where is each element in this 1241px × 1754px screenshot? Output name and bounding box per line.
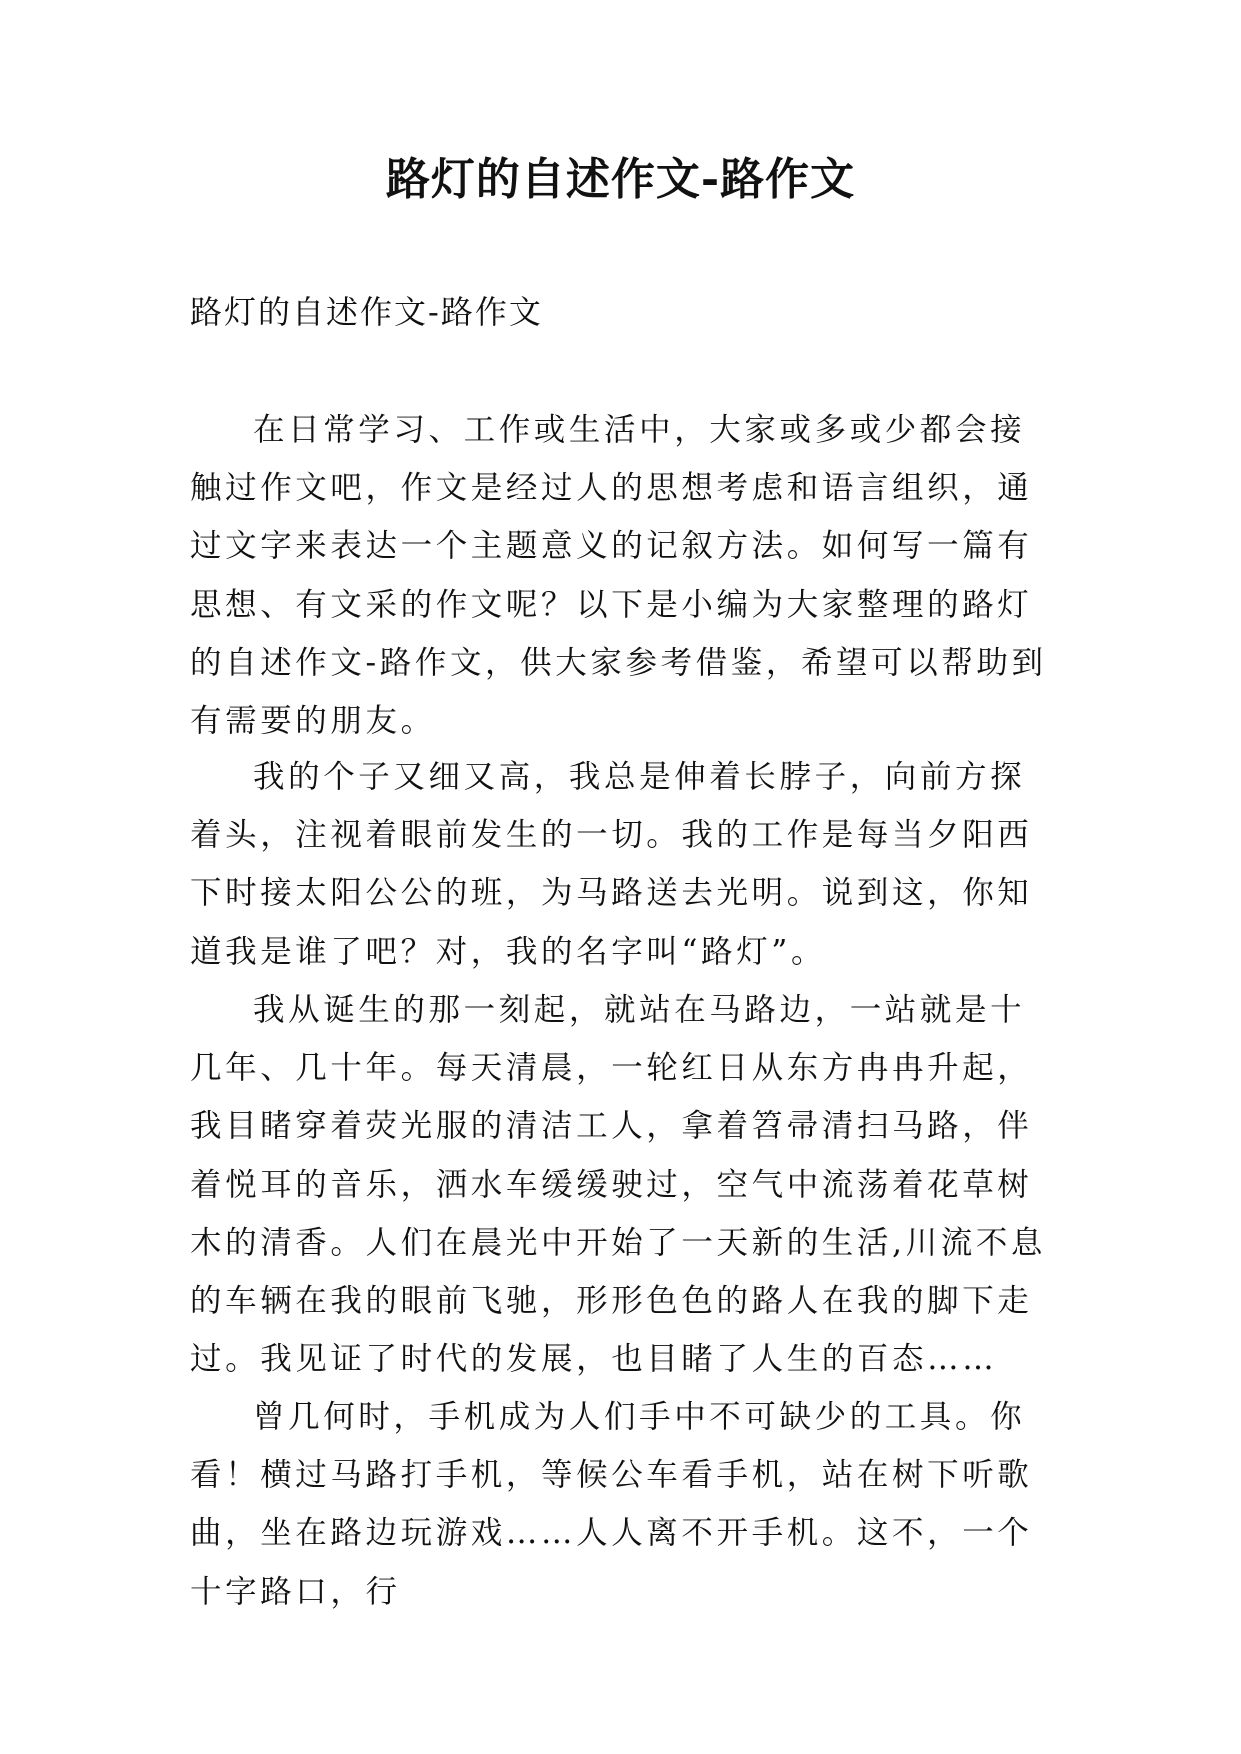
document-title: 路灯的自述作文-路作文	[385, 154, 856, 205]
paragraph-1: 我的个子又细又高，我总是伸着长脖子，向前方探着头，注视着眼前发生的一切。我的工作是每当夕阳西下时接太阳公公的班，为马路送去光明。说到这，你知道我是谁了吧？对，我的名字叫“路灯”。	[190, 759, 1033, 970]
paragraph-2: 我从诞生的那一刻起，就站在马路边，一站就是十几年、几十年。每天清晨，一轮红日从东方冉冉升起，我目睹穿着荧光服的清洁工人，拿着笤帚清扫马路，伴着悦耳的音乐，洒水车缓缓驶过，空气中流荡着花草树木的清香。人们在晨光中开始了一天新的生活,川流不息的车辆在我的眼前飞驰，形形色色的路人在我的脚下走过。我见证了时代的发展，也目睹了人生的百态……	[190, 992, 1047, 1378]
paragraph-intro: 在日常学习、工作或生活中，大家或多或少都会接触过作文吧，作文是经过人的思想考虑和语言组织，通过文字来表达一个主题意义的记叙方法。如何写一篇有思想、有文采的作文呢？以下是小编为大家整理的路灯的自述作文-路作文，供大家参考借鉴，希望可以帮助到有需要的朋友。	[190, 412, 1047, 740]
paragraph-3: 曾几何时，手机成为人们手中不可缺少的工具。你看！横过马路打手机，等候公车看手机，站在树下听歌曲，坐在路边玩游戏……人人离不开手机。这不，一个十字路口，行	[190, 1399, 1033, 1610]
document-subtitle: 路灯的自述作文-路作文	[190, 293, 543, 331]
